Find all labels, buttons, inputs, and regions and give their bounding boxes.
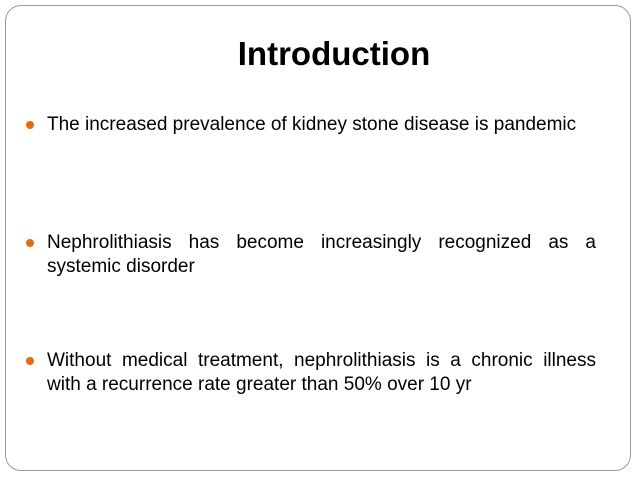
bullet-text: The increased prevalence of kidney stone disease is pandemic xyxy=(47,114,577,135)
bullet-item xyxy=(26,113,596,137)
bullet-dot-icon xyxy=(26,239,34,247)
bullet-dot-icon xyxy=(26,121,34,129)
slide-title: Introduction xyxy=(237,35,431,72)
bullet-dot-icon xyxy=(26,357,34,365)
bullet-text: Nephrolithiasis has become increasingly recognized as a systemic disorder xyxy=(47,232,596,277)
bullet-item xyxy=(26,231,596,279)
bullet-text: Without medical treatment, nephrolithiasis is a chronic illness with a recurrence rate greater than 50% over 10 yr xyxy=(47,350,596,395)
bullet-item xyxy=(26,349,596,397)
